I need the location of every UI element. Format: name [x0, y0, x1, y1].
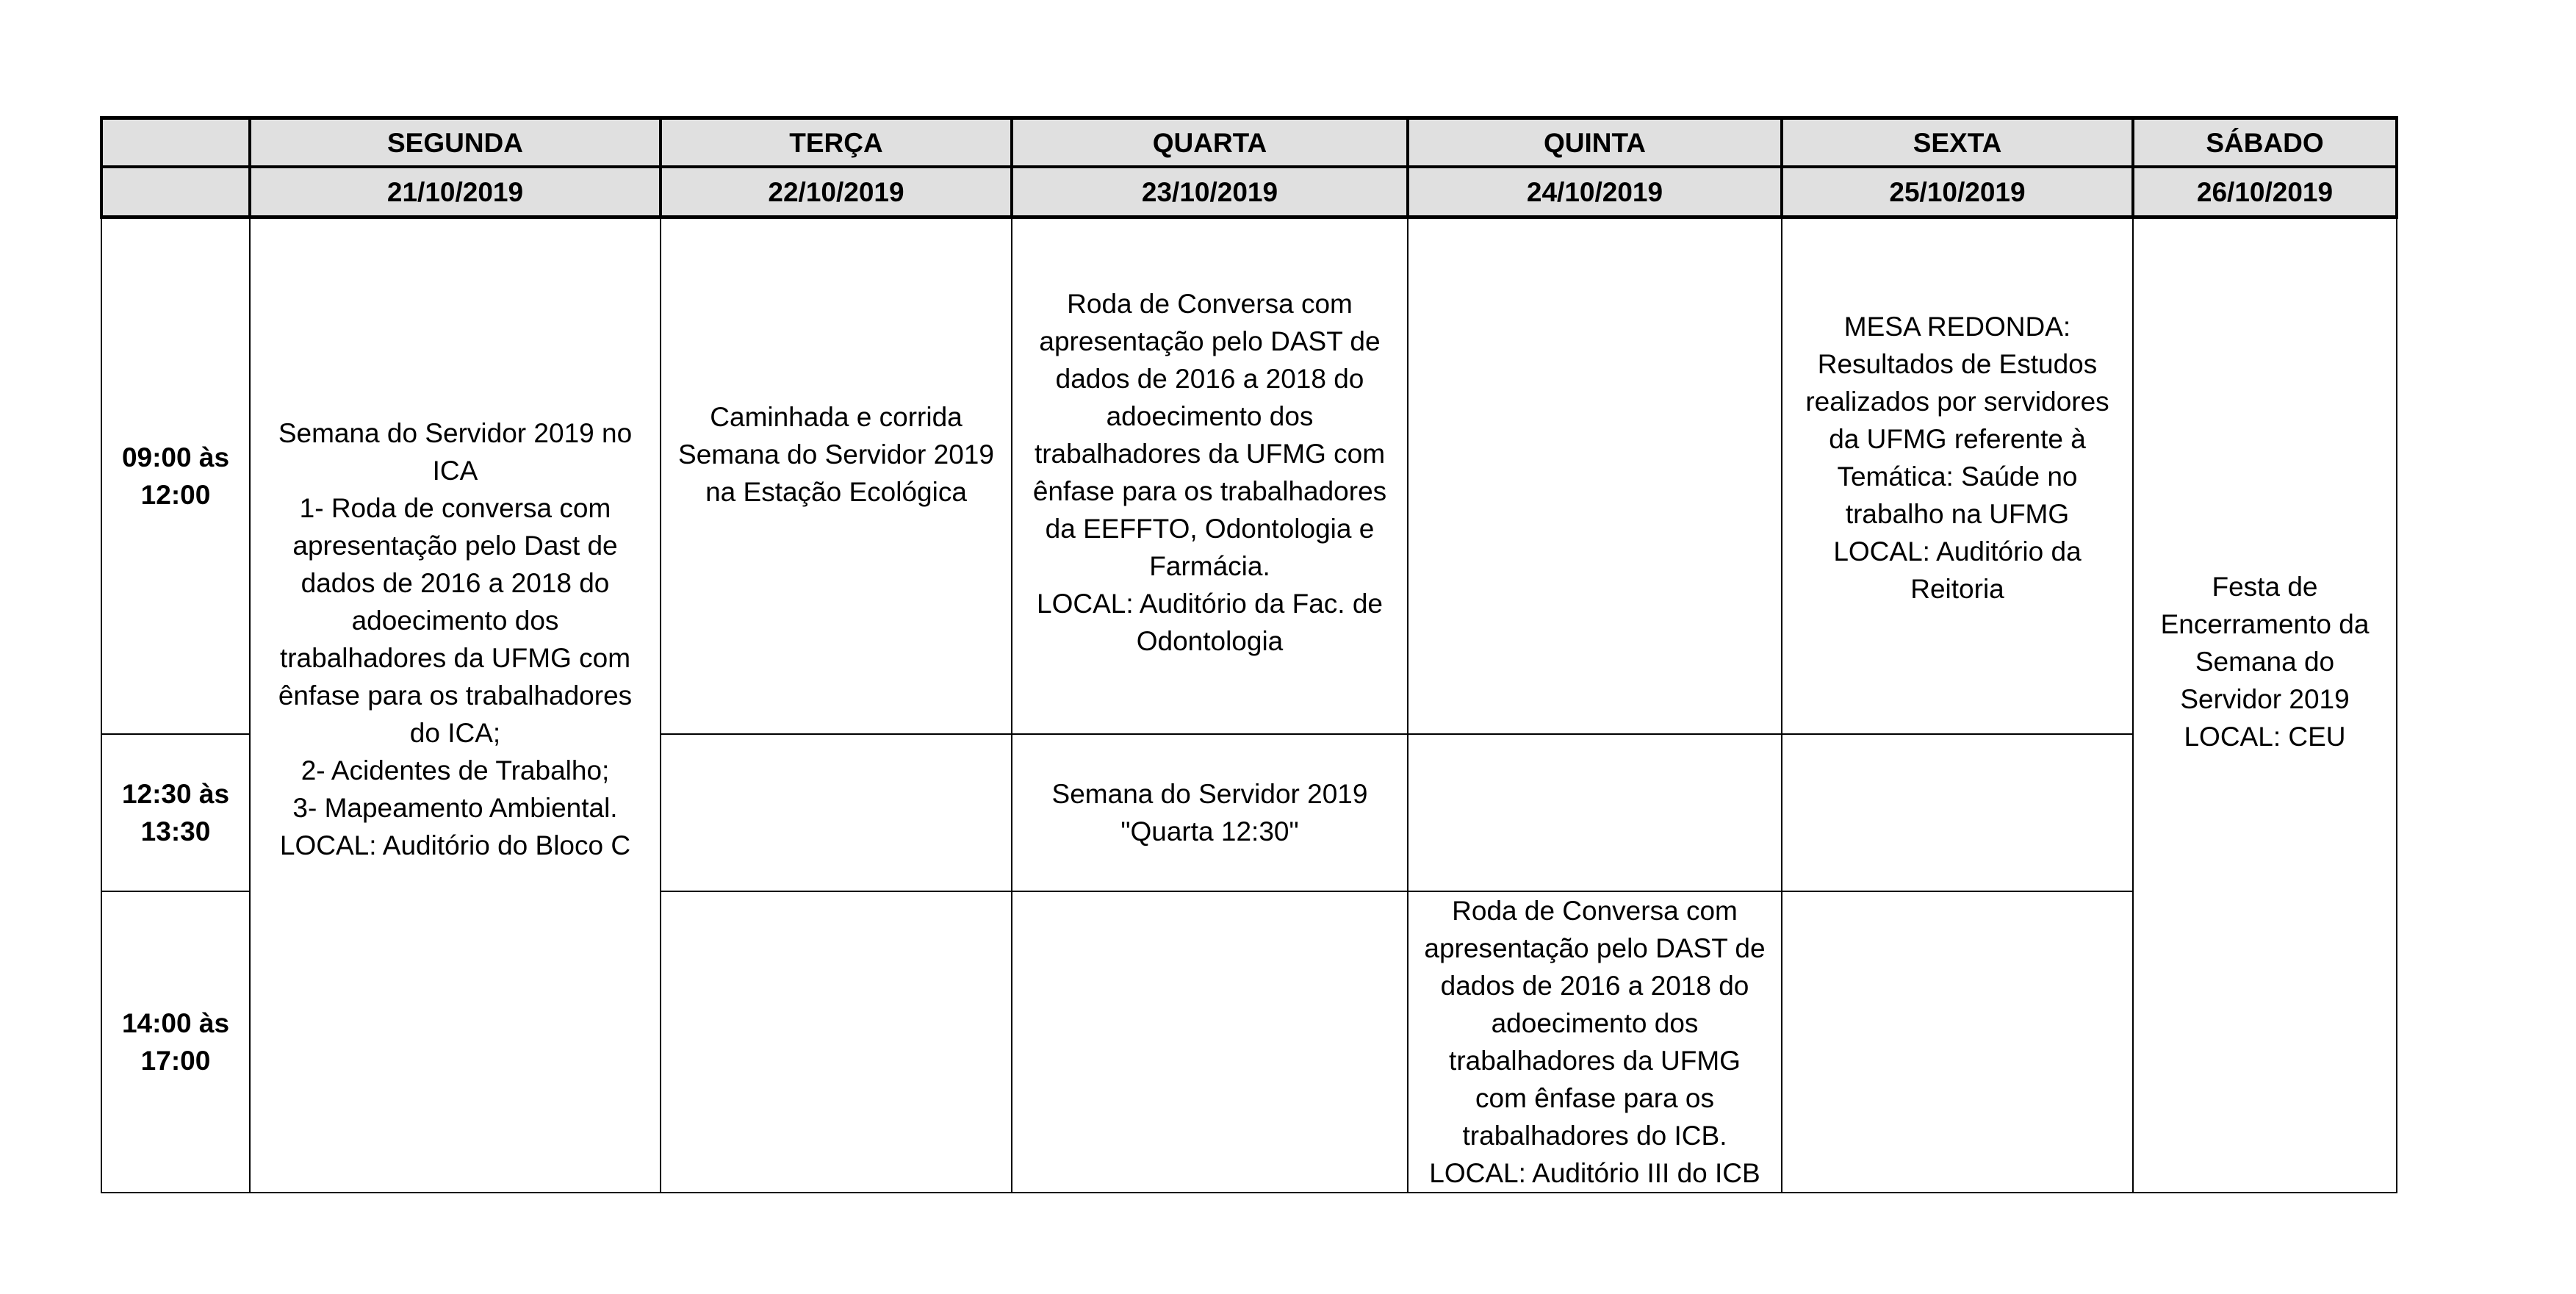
date-header-sabado: 26/10/2019	[2133, 167, 2397, 218]
date-header-quarta: 23/10/2019	[1012, 167, 1408, 218]
day-header-segunda: SEGUNDA	[250, 118, 661, 168]
event-quinta-almoco	[1408, 734, 1782, 891]
date-header-sexta: 25/10/2019	[1782, 167, 2133, 218]
event-terca-manha: Caminhada e corrida Semana do Servidor 2019 na Estação Ecológica	[661, 218, 1012, 735]
event-sexta-tarde	[1782, 891, 2133, 1193]
corner-cell	[101, 118, 250, 168]
corner-cell-date	[101, 167, 250, 218]
event-quinta-manha	[1408, 218, 1782, 735]
event-segunda: Semana do Servidor 2019 no ICA 1- Roda de conversa com apresentação pelo Dast de dados de 2016 a 2018 do adoecimento dos trabalhadores da UFMG com ênfase para os trabalhadores do ICA; 2- Acidentes de Trabalho; 3- Mapeamento Ambiental. LOCAL: Auditório do Bloco C	[250, 218, 661, 1193]
time-slot-lunch: 12:30 às 13:30	[101, 734, 250, 891]
header-row-dates	[101, 167, 2397, 218]
day-header-quarta: QUARTA	[1012, 118, 1408, 168]
time-row-morning	[101, 218, 2397, 735]
day-header-terca: TERÇA	[661, 118, 1012, 168]
date-header-terca: 22/10/2019	[661, 167, 1012, 218]
date-header-quinta: 24/10/2019	[1408, 167, 1782, 218]
day-header-sabado: SÁBADO	[2133, 118, 2397, 168]
event-quinta-tarde: Roda de Conversa com apresentação pelo DAST de dados de 2016 a 2018 do adoecimento dos trabalhadores da UFMG com ênfase para os trabalhadores do ICB. LOCAL: Auditório III do ICB	[1408, 891, 1782, 1193]
event-quarta-almoco: Semana do Servidor 2019 "Quarta 12:30"	[1012, 734, 1408, 891]
time-slot-morning: 09:00 às 12:00	[101, 218, 250, 735]
date-header-segunda: 21/10/2019	[250, 167, 661, 218]
event-terca-almoco	[661, 734, 1012, 891]
header-row-days	[101, 118, 2397, 168]
event-terca-tarde	[661, 891, 1012, 1193]
event-sabado: Festa de Encerramento da Semana do Servidor 2019 LOCAL: CEU	[2133, 218, 2397, 1193]
event-sexta-manha: MESA REDONDA: Resultados de Estudos realizados por servidores da UFMG referente à Temática: Saúde no trabalho na UFMG LOCAL: Auditório da Reitoria	[1782, 218, 2133, 735]
event-quarta-manha: Roda de Conversa com apresentação pelo DAST de dados de 2016 a 2018 do adoecimento dos trabalhadores da UFMG com ênfase para os trabalhadores da EEFFTO, Odontologia e Farmácia. LOCAL: Auditório da Fac. de Odontologia	[1012, 218, 1408, 735]
event-sexta-almoco	[1782, 734, 2133, 891]
day-header-sexta: SEXTA	[1782, 118, 2133, 168]
time-slot-afternoon: 14:00 às 17:00	[101, 891, 250, 1193]
schedule-table	[100, 116, 2398, 1193]
day-header-quinta: QUINTA	[1408, 118, 1782, 168]
event-quarta-tarde	[1012, 891, 1408, 1193]
